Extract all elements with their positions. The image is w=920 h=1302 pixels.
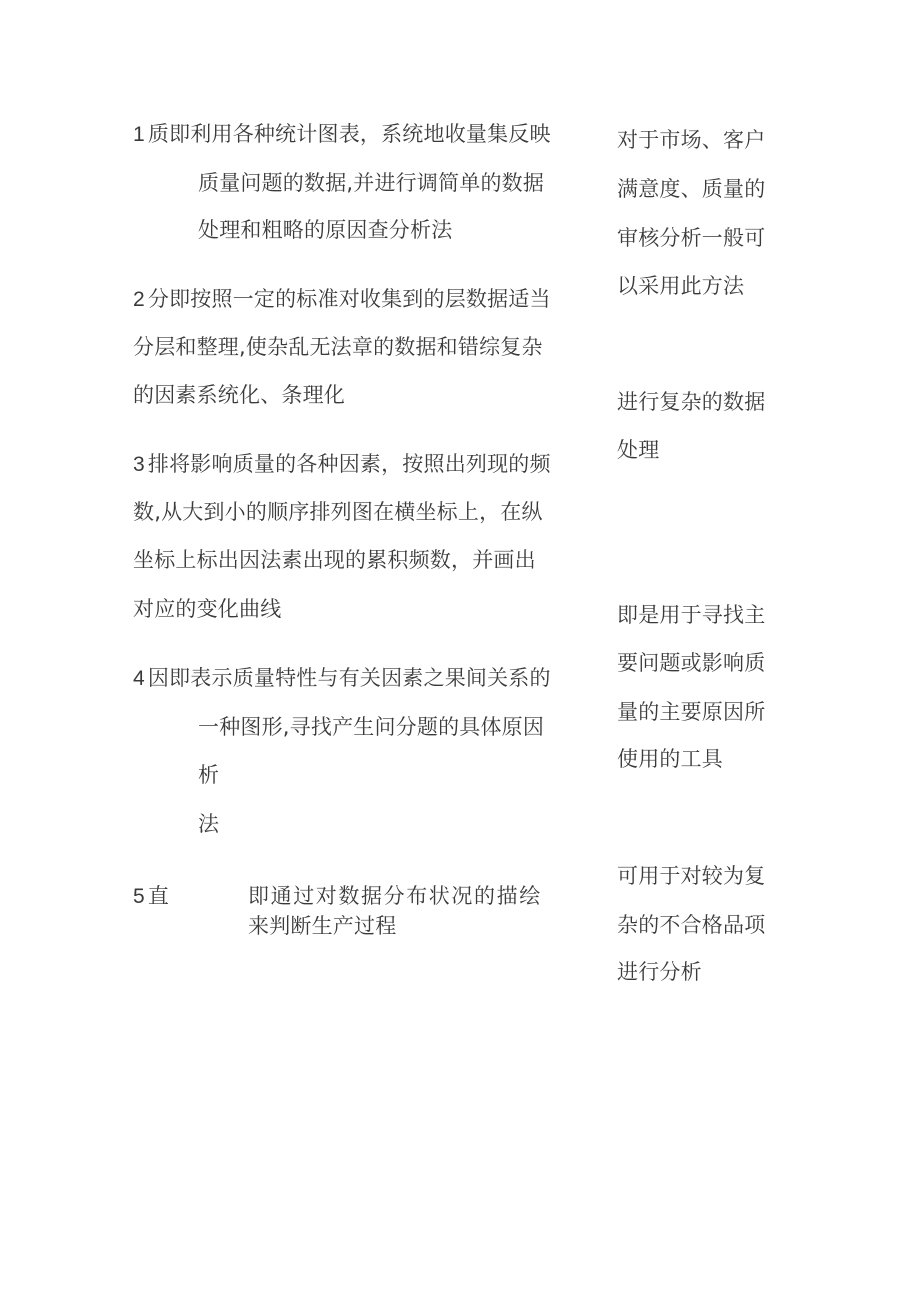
item-5-line-1 — [133, 882, 169, 911]
note-1-line-4: 以采用此方法 — [617, 274, 745, 298]
item-1-line-3: 处理和粗略的原因查分析法 — [198, 218, 453, 242]
item-4-line-1: 4 因即表示质量特性与有关因素之果间关系的 — [133, 666, 551, 690]
note-3-line-4: 使用的工具 — [617, 747, 723, 771]
item-3-line-1: 3 排将影响质量的各种因素，按照出列现的频 — [133, 452, 551, 476]
item-1-line-1: 1 质即利用各种统计图表，系统地收量集反映 — [133, 122, 551, 146]
item-1-number: 1 — [133, 123, 145, 146]
note-2-line-2: 处理 — [617, 438, 660, 462]
note-1-line-2: 满意度、质量的 — [617, 177, 766, 201]
note-1-line-3: 审核分析一般可 — [617, 226, 766, 250]
item-4-line-4: 法 — [198, 812, 220, 836]
item-2-line-3: 的因素系统化、条理化 — [133, 383, 345, 407]
item-4-number: 4 — [133, 667, 145, 690]
item-2-number: 2 — [133, 288, 145, 311]
item-2-line-2: 分层和整理,使杂乱无法章的数据和错综复杂 — [133, 335, 543, 359]
item-3-line-2: 数,从大到小的顺序排列图在横坐标上，在纵 — [133, 500, 543, 524]
note-3-line-1: 即是用于寻找主 — [617, 603, 766, 627]
note-2-line-1: 进行复杂的数据 — [617, 390, 766, 414]
item-2-line-1: 2 分即按照一定的标准对收集到的层数据适当 — [133, 287, 551, 311]
note-3-line-2: 要问题或影响质 — [617, 651, 766, 675]
note-4-line-2: 杂的不合格品项 — [617, 913, 766, 937]
note-3-line-3: 量的主要原因所 — [617, 700, 766, 724]
item-4-line-3: 析 — [198, 763, 220, 787]
note-4-line-1: 可用于对较为复 — [617, 864, 766, 888]
item-5-desc-line-1: 即通过对数据分布状况的描绘 — [248, 884, 542, 908]
note-1-line-1: 对于市场、客户 — [617, 128, 766, 152]
item-5-number: 5 — [133, 885, 145, 908]
item-3-line-3: 坐标上标出因法素出现的累积频数，并画出 — [133, 548, 536, 572]
item-5-desc-line-2: 来判断生产过程 — [248, 914, 397, 938]
item-3-number: 3 — [133, 453, 145, 476]
item-1-line-2: 质量问题的数据,并进行调简单的数据 — [198, 171, 545, 195]
item-5-head: 直 — [147, 884, 170, 908]
note-4-line-3: 进行分析 — [617, 960, 702, 984]
item-4-line-2: 一种图形,寻找产生问分题的具体原因 — [198, 715, 545, 739]
item-3-line-4: 对应的变化曲线 — [133, 597, 282, 621]
